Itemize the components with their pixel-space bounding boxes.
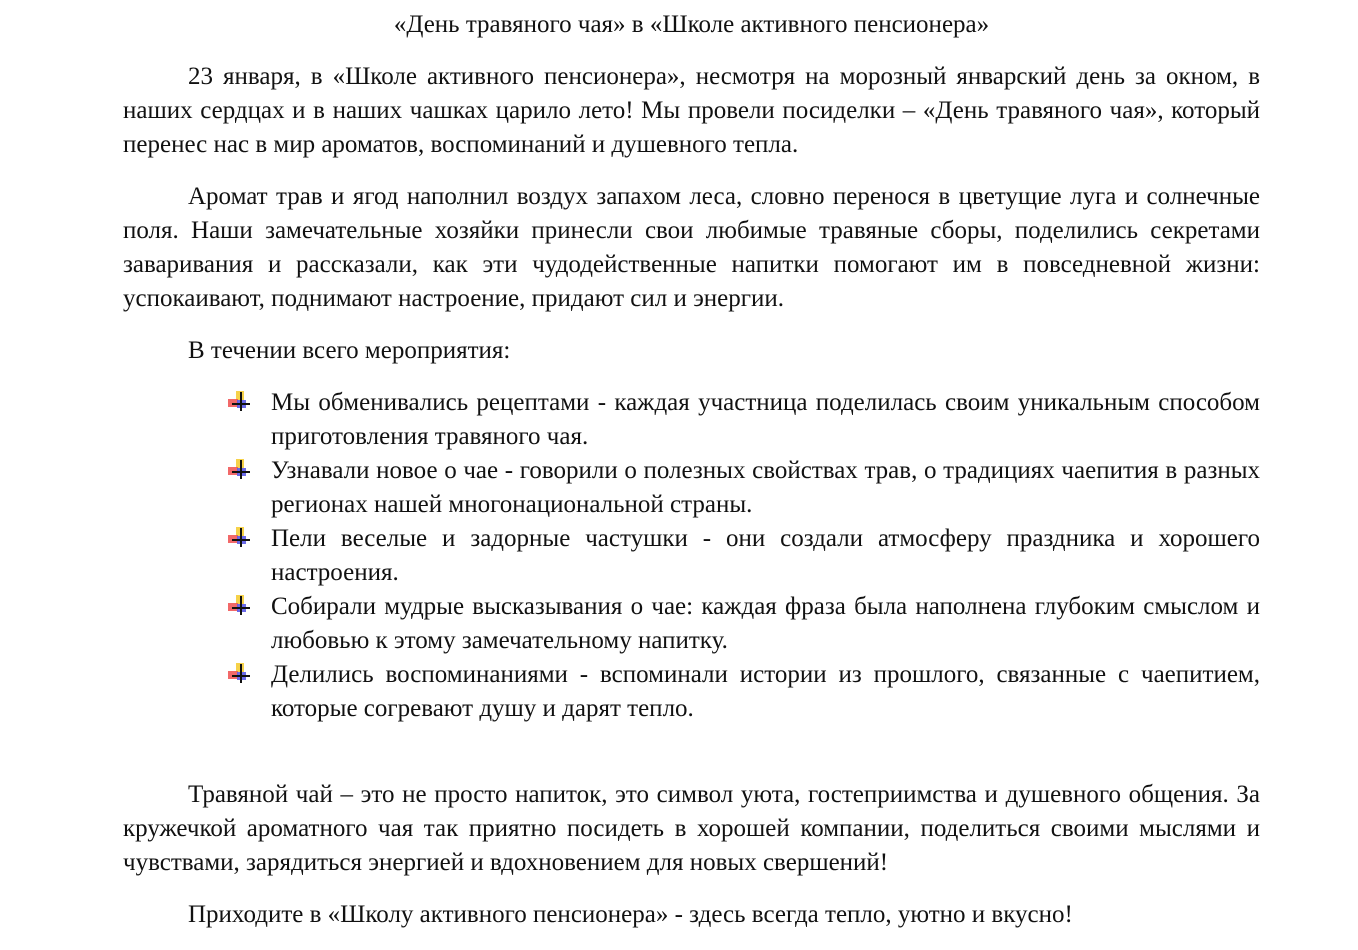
list-item-text: Мы обменивались рецептами - каждая участница поделилась своим уникальным способом приготовления травяного чая. xyxy=(271,389,1260,450)
list-lead: В течении всего мероприятия: xyxy=(188,337,511,364)
document-title: «День травяного чая» в «Школе активного пенсионера» xyxy=(393,11,990,38)
list-item xyxy=(271,522,1260,590)
paragraph-closing: Травяной чай – это не просто напиток, это символ уюта, гостеприимства и душевного общения. За кружечкой ароматного чая так приятно посидеть в хорошей компании, поделиться своими мыслями и чувствами, зарядиться энергией и вдохновением для новых свершений! xyxy=(123,781,1260,876)
cross-bullet-icon xyxy=(228,595,250,617)
paragraph-intro: 23 января, в «Школе активного пенсионера», несмотря на морозный январский день за окном, в наших сердцах и в наших чашках царило лето! Мы провели посиделки – «День травяного чая», который перенес нас в мир ароматов, воспоминаний и душевного тепла. xyxy=(123,63,1260,158)
list-item-text: Делились воспоминаниями - вспоминали истории из прошлого, связанные с чаепитием, которые согревают душу и дарят тепло. xyxy=(271,661,1260,722)
spacer xyxy=(123,726,1260,778)
list-item-text: Пели веселые и задорные частушки - они создали атмосферу праздника и хорошего настроения. xyxy=(271,525,1260,586)
cross-bullet-icon xyxy=(228,527,250,549)
list-item xyxy=(271,590,1260,658)
activity-list xyxy=(123,386,1260,726)
list-item xyxy=(271,386,1260,454)
cross-bullet-icon xyxy=(228,663,250,685)
document-page xyxy=(123,8,1260,950)
list-item xyxy=(271,454,1260,522)
cross-bullet-icon xyxy=(228,459,250,481)
list-item-text: Узнавали новое о чае - говорили о полезных свойствах трав, о традициях чаепития в разных регионах нашей многонациональной страны. xyxy=(271,457,1260,518)
paragraph-aroma: Аромат трав и ягод наполнил воздух запахом леса, словно перенося в цветущие луга и солнечные поля. Наши замечательные хозяйки принесли свои любимые травяные сборы, поделились секретами заваривания и рассказали, как эти чудодейственные напитки помогают им в повседневной жизни: успокаивают, поднимают настроение, придают сил и энергии. xyxy=(123,183,1260,312)
list-item xyxy=(271,658,1260,726)
list-item-text: Собирали мудрые высказывания о чае: каждая фраза была наполнена глубоким смыслом и любовью к этому замечательному напитку. xyxy=(271,593,1260,654)
cross-bullet-icon xyxy=(228,391,250,413)
paragraph-invitation: Приходите в «Школу активного пенсионера» - здесь всегда тепло, уютно и вкусно! xyxy=(188,901,1073,928)
